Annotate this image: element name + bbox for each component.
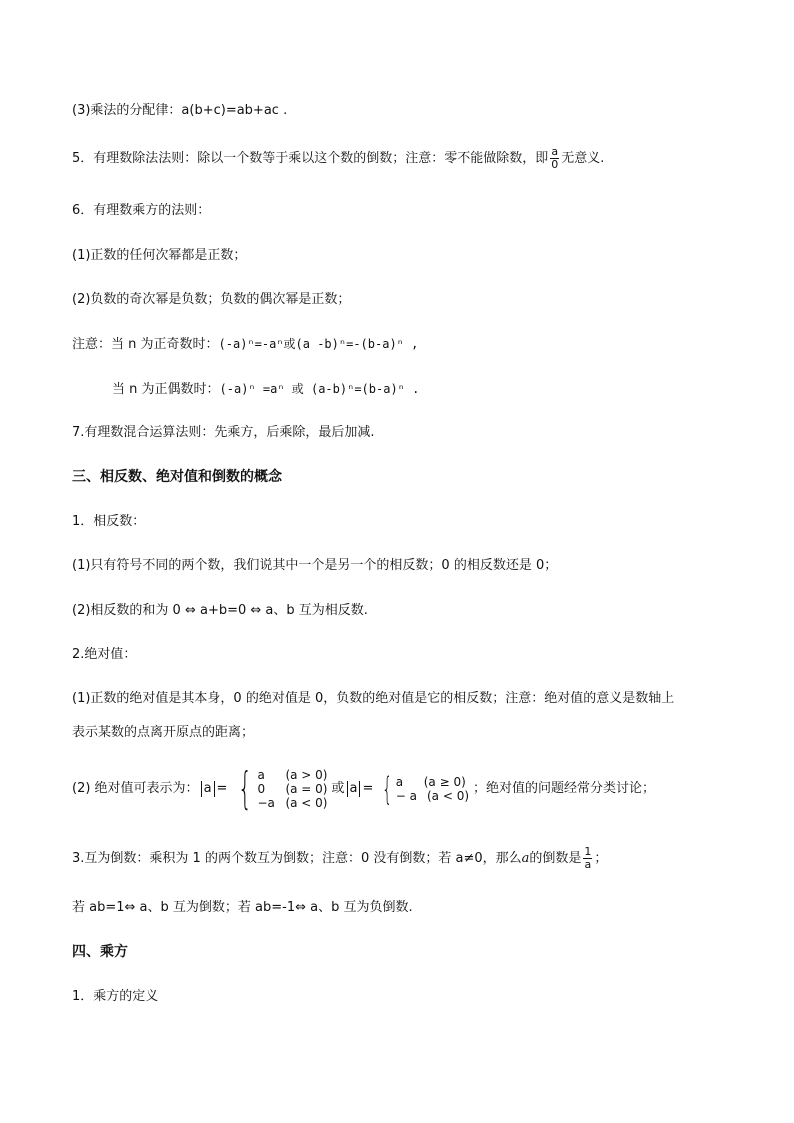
line-absolute-title: 2.绝对值： — [72, 647, 137, 662]
line-power-rule-2: (2)负数的奇次幂是负数；负数的偶次幂是正数； — [72, 292, 351, 307]
line-odd-power-note: 注意：当 n 为正奇数时：(-a)ⁿ=-aⁿ或(a -b)ⁿ=-(b-a)ⁿ , — [72, 337, 419, 352]
line-power-rule-title: 6．有理数乘方的法则： — [72, 203, 211, 218]
fraction-1-over-a: $\frac{1}{a}$ — [584, 845, 592, 871]
line-mixed-operation-rule: 7.有理数混合运算法则：先乘方，后乘除，最后加减. — [72, 425, 375, 440]
piecewise-two-cases: { a (a ≥ 0) − a (a < 0) — [382, 770, 470, 808]
piecewise-three-cases: { a (a > 0) 0 (a = 0) −a (a < 0) — [238, 763, 328, 814]
line-reciprocal-relation: 若 ab=1⇔ a、b 互为倒数；若 ab=-1⇔ a、b 互为负倒数. — [72, 900, 413, 915]
line-opposite-title: 1．相反数： — [72, 514, 146, 529]
line-absolute-1-cont: 表示某数的点离开原点的距离； — [72, 725, 255, 740]
line-even-power-note: 当 n 为正偶数时：(-a)ⁿ =aⁿ 或 (a-b)ⁿ=(b-a)ⁿ . — [112, 382, 420, 397]
section-heading-3: 三、相反数、绝对值和倒数的概念 — [72, 469, 282, 485]
line-power-definition: 1．乘方的定义 — [72, 989, 159, 1004]
line-division-rule — [72, 146, 734, 171]
line-absolute-formula: (2) 绝对值可表示为： a = { a (a > 0) 0 (a = 0) −a (a < 0) 或 a = { a (a ≥ 0) − a (a < 0) ；绝对值的问题经常分类讨论； — [72, 763, 656, 814]
division-rule-text: 5．有理数除法法则：除以一个数等于乘以这个数的倒数；注意：零不能做除数，即 — [72, 151, 549, 166]
line-power-rule-1: (1)正数的任何次幂都是正数； — [72, 248, 247, 263]
line-distributive-law: (3)乘法的分配律：a(b+c)=ab+ac . — [72, 103, 288, 118]
line-reciprocal-title: 3.互为倒数：乘积为 1 的两个数互为倒数；注意：0 没有倒数；若 a≠0，那么a的倒数是 $\frac{1}{a}$ ； — [72, 845, 608, 871]
division-rule-tail: 无意义. — [561, 151, 605, 166]
section-heading-4: 四、乘方 — [72, 944, 128, 960]
line-absolute-1: (1)正数的绝对值是其本身，0 的绝对值是 0，负数的绝对值是它的相反数；注意：绝对值的意义是数轴上 — [72, 691, 675, 706]
fraction-a-over-0: $\frac{a}{0}$ — [551, 145, 559, 171]
line-opposite-2: (2)相反数的和为 0 ⇔ a+b=0 ⇔ a、b 互为相反数. — [72, 603, 368, 618]
line-opposite-1: (1)只有符号不同的两个数，我们说其中一个是另一个的相反数；0 的相反数还是 0； — [72, 558, 558, 573]
